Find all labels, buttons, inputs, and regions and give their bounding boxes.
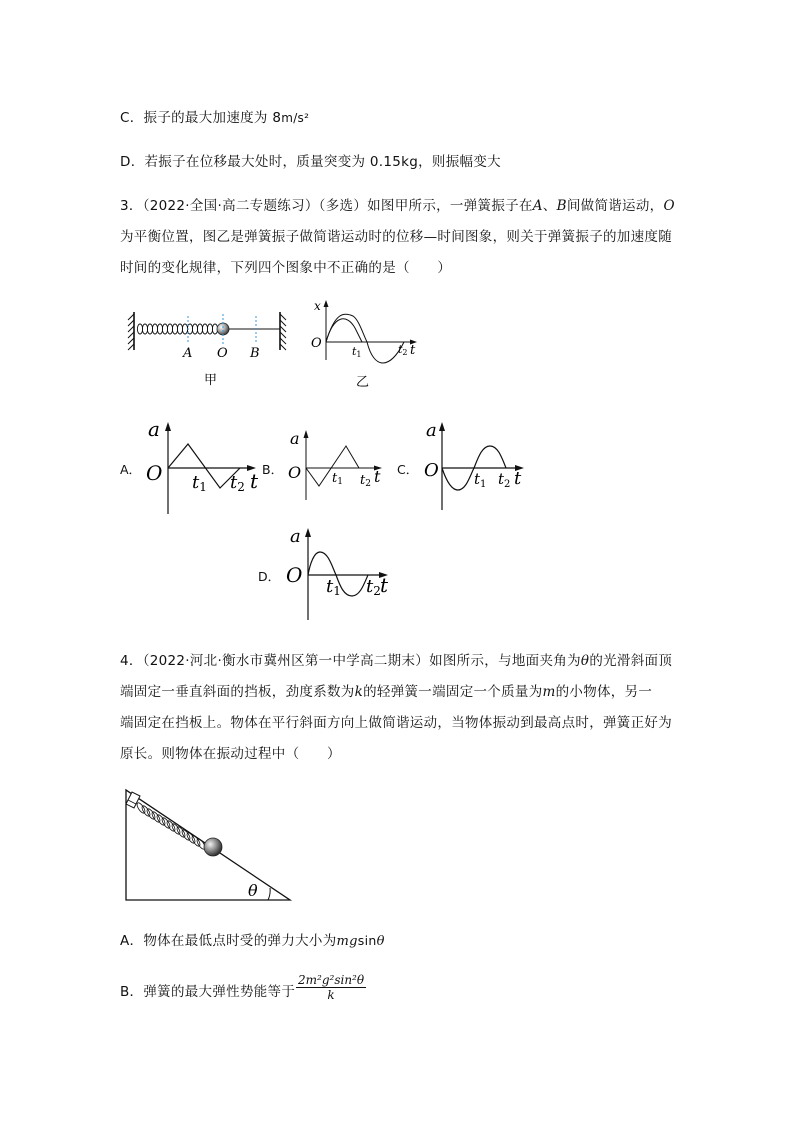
svg-text:t: t <box>250 469 259 493</box>
svg-text:t: t <box>514 468 522 489</box>
svg-text:t2: t2 <box>360 473 371 489</box>
incline-spring <box>136 802 207 851</box>
svg-text:t: t <box>374 467 381 486</box>
incline-ball <box>204 838 222 856</box>
option-a-graph <box>144 418 264 518</box>
q4-option-b: B．弹簧的最大弹性势能等于 <box>120 984 296 1000</box>
option-b-graph <box>286 422 386 502</box>
option-b-fraction <box>296 973 366 1002</box>
angle-arc <box>268 888 270 900</box>
axis-x: x <box>314 299 321 313</box>
svg-text:t1: t1 <box>326 576 341 598</box>
svg-text:t2: $t_2$ <box>498 470 511 490</box>
svg-text:a: a <box>426 420 437 441</box>
t2: t2 <box>398 343 408 357</box>
option-d-graph <box>284 524 394 624</box>
svg-text:t1: t1 <box>192 472 207 494</box>
figure-jia <box>126 308 296 388</box>
svg-text:t1: t1 <box>332 471 343 487</box>
oscillator-ball <box>217 323 229 335</box>
q4-stem-line4: 原长。则物体在振动过程中（ ） <box>120 746 341 762</box>
figure-yi <box>306 298 426 388</box>
q3-stem-line2: 为平衡位置，图乙是弹簧振子做简谐运动时的位移—时间图象，则关于弹簧振子的加速度随 <box>120 229 672 245</box>
xt-curve <box>326 314 404 363</box>
q3-stem-line1: 3．（2022·全国·高二专题练习）（多选）如图甲所示，一弹簧振子在A、B间做简谐运动，O <box>120 198 675 214</box>
svg-text:t2: t2 <box>366 576 381 598</box>
fraction-numerator: 2m²g²sin²θ <box>298 973 365 987</box>
q4-option-a: A．物体在最低点时受的弹力大小为mgsinθ <box>120 933 385 949</box>
svg-text:O: O <box>288 463 302 482</box>
label-a: A <box>183 346 193 361</box>
option-a-label: A． <box>120 462 142 477</box>
incline-figure <box>122 786 302 910</box>
label-b: B <box>250 346 260 361</box>
option-c-graph <box>422 418 532 514</box>
caption-jia: 甲 <box>204 373 218 388</box>
option-d-label: D． <box>258 569 281 584</box>
svg-text:a: a <box>290 526 301 547</box>
spring <box>137 324 217 334</box>
left-wall <box>128 312 134 350</box>
svg-text:t1: $t_1$ <box>474 470 487 490</box>
angle-theta: θ <box>248 881 258 900</box>
option-b-label: B． <box>262 462 284 477</box>
option-c-label: C． <box>397 462 419 477</box>
svg-text:a: a <box>148 417 160 441</box>
baffle <box>126 792 140 808</box>
label-o: O <box>217 346 228 361</box>
caption-yi: 乙 <box>356 375 370 390</box>
q4-stem-line3: 端固定在挡板上。物体在平行斜面方向上做简谐运动，当物体振动到最高点时，弹簧正好为 <box>120 715 672 731</box>
svg-text:t2: t2 <box>230 472 245 494</box>
q4-stem-line1: 4．（2022·河北·衡水市冀州区第一中学高二期末）如图所示，与地面夹角为θ的光滑斜面顶 <box>120 653 673 669</box>
svg-text:O: O <box>286 563 303 587</box>
unit: m/s² <box>281 111 310 125</box>
fraction-denominator: k <box>327 988 335 1002</box>
right-wall <box>280 312 286 350</box>
origin-o: O <box>311 336 322 351</box>
option-d: D．若振子在位移最大处时，质量突变为 0.15kg，则振幅变大 <box>120 154 501 170</box>
option-c: C．振子的最大加速度为 8m/s² <box>120 110 310 126</box>
svg-text:O: O <box>146 461 163 485</box>
svg-text:t: t <box>380 573 389 597</box>
svg-text:a: a <box>290 429 300 448</box>
axis-t: t <box>410 343 416 358</box>
q3-stem-line3: 时间的变化规律，下列四个图象中不正确的是（ ） <box>120 260 452 276</box>
t1: t1 <box>352 345 362 359</box>
svg-text:O: O <box>424 460 439 481</box>
q4-stem-line2: 端固定一垂直斜面的挡板，劲度系数为k的轻弹簧一端固定一个质量为m的小物体，另一 <box>120 684 653 700</box>
